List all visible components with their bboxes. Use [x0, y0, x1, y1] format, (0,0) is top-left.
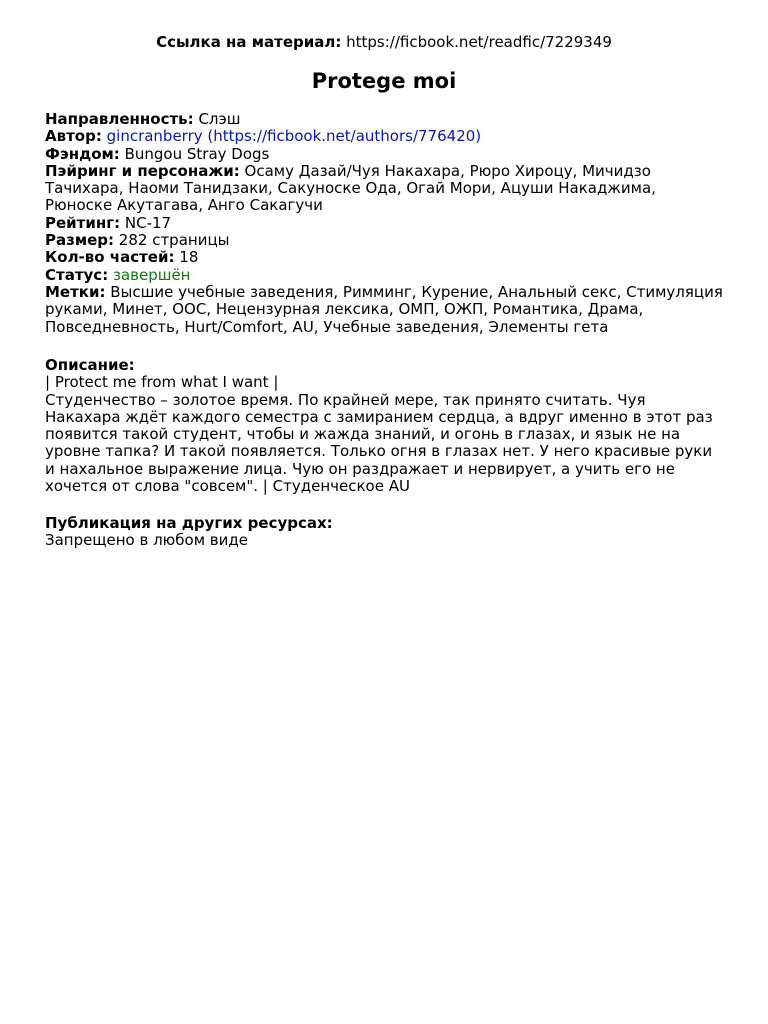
size-row	[45, 232, 725, 249]
size-label: Размер:	[45, 231, 115, 250]
direction-value: Слэш	[198, 110, 241, 128]
direction-row	[45, 111, 725, 128]
rating-label: Рейтинг:	[45, 213, 121, 232]
publication-label: Публикация на других ресурсах:	[45, 514, 333, 532]
pairing-row	[45, 163, 725, 215]
direction-label: Направленность:	[45, 110, 194, 128]
status-row	[45, 267, 725, 284]
size-value: 282 страницы	[118, 231, 230, 250]
parts-row	[45, 249, 725, 266]
description-section	[45, 357, 725, 495]
pairing-label: Пэйринг и персонажи:	[45, 161, 240, 180]
rating-row	[45, 215, 725, 232]
rating-value: NC-17	[124, 213, 172, 232]
description-text: Студенчество – золотое время. По крайней мере, так принято считать. Чуя Накахара ждёт каждого семестра с замиранием сердца, а вдруг именно в этот раз появится такой студент, чтобы и жажда знаний, и огонь в глазах, и язык не на уровне тапка? И такой появляется. Только огня в глазах нет. У него красивые руки и нахальное выражение лица. Чую он раздражает и нервирует, а учить его не хочется от слова "совсем". | Студенческое AU	[45, 390, 713, 496]
author-row	[45, 128, 725, 145]
work-metadata	[45, 111, 725, 336]
parts-value: 18	[179, 248, 199, 267]
tags-row	[45, 284, 725, 336]
fandom-label: Фэндом:	[45, 144, 120, 163]
description-tagline: | Protect me from what I want |	[45, 373, 279, 392]
parts-label: Кол-во частей:	[45, 248, 175, 267]
source-link-line	[0, 33, 768, 51]
fandom-row	[45, 146, 725, 163]
source-label: Ссылка на материал:	[156, 33, 342, 51]
fandom-value: Bungou Stray Dogs	[124, 144, 270, 163]
status-label: Статус:	[45, 265, 109, 284]
publication-value: Запрещено в любом виде	[45, 531, 248, 550]
tags-label: Метки:	[45, 282, 106, 301]
tags-value: Высшие учебные заведения, Римминг, Курение, Анальный секс, Стимуляция руками, Минет, ООС, Нецензурная лексика, ОМП, ОЖП, Романтика, Драма, Повседневность, Hurt/Comfort, AU, Учебные заведения, Элементы гета	[45, 282, 723, 336]
publication-section	[45, 515, 725, 550]
status-value: завершён	[112, 265, 191, 284]
source-url[interactable]: https://ficbook.net/readfic/7229349	[346, 33, 612, 51]
author-link[interactable]: gincranberry (https://ficbook.net/authors/776420)	[106, 127, 482, 146]
author-label: Автор:	[45, 127, 102, 146]
pairing-value: Осаму Дазай/Чуя Накахара, Рюро Хироцу, Мичидзо Тачихара, Наоми Танидзаки, Сакуноске Ода, Огай Мори, Ацуши Накаджима, Рюноске Акутагава, Анго Сакагучи	[45, 161, 656, 215]
work-title: Protege moi	[311, 69, 457, 93]
description-label: Описание:	[45, 356, 135, 374]
